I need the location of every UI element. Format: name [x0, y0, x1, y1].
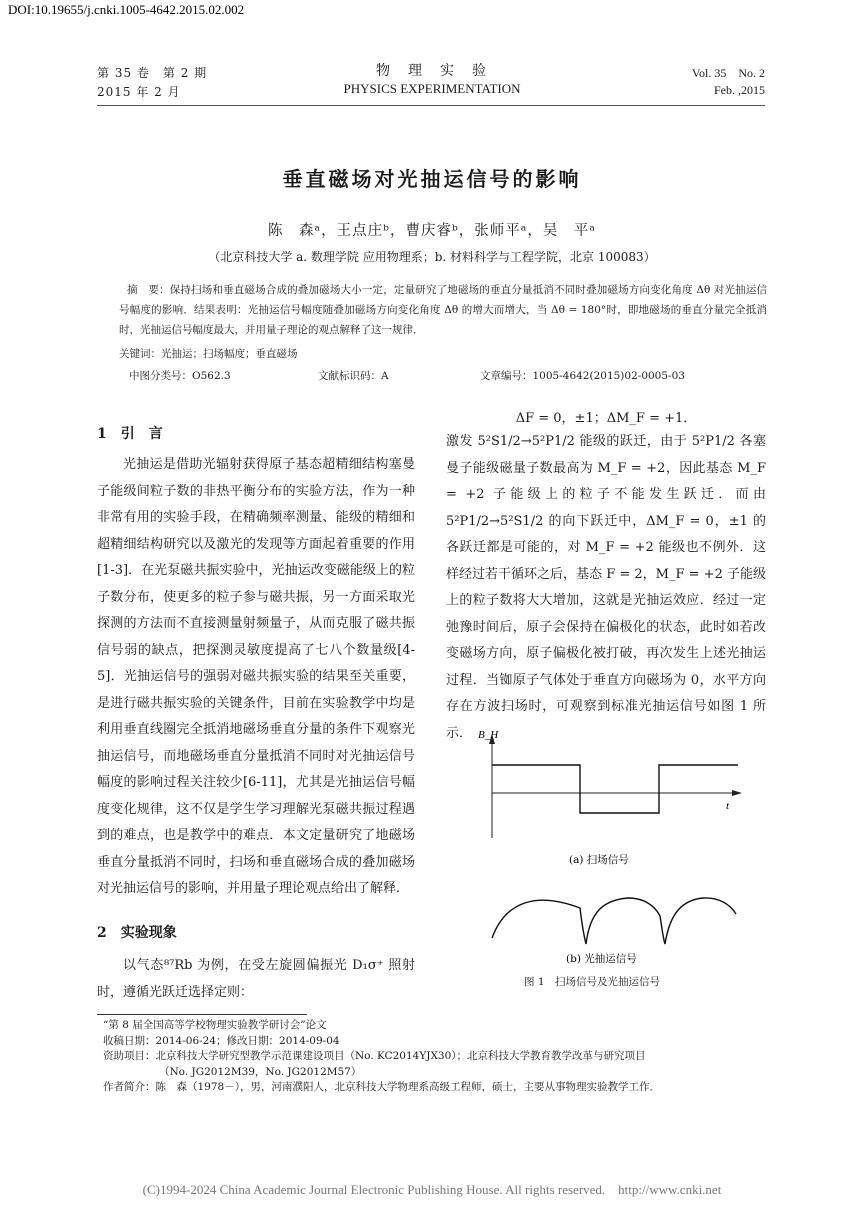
abstract — [119, 280, 767, 364]
footnote-author: 作者简介：陈 森（1978－），男，河南濮阳人，北京科技大学物理系高级工程师，硕士，主要从事物理实验教学工作． — [103, 1081, 660, 1093]
intro-paragraph: 光抽运是借助光辐射获得原子基态超精细结构塞曼子能级间粒子数的非热平衡分布的实验方法，作为一种非常有用的实验手段，在精确频率测量、能级的精细和超精细结构研究以及激光的发现等方面起着重要的作用[1-3]．在光泵磁共振实验中，光抽运改变磁能级上的粒子数分布，使更多的粒子参与磁共振，另一方面采取光探测的方法而不直接测量射频量子，从而克服了磁共振信号弱的缺点，把探测灵敏度提高了七八个数量级[4-5]．光抽运信号的强弱对磁共振实验的结果至关重要，是进行磁共振实验的关键条件，目前在实验教学中均是利用垂直线圈完全抵消地磁场垂直分量的条件下观察光抽运信号，而地磁场垂直分量抵消不同时对光抽运信号幅度的影响过程关注较少[6-11]，尤其是光抽运信号幅度变化规律，这不仅是学生学习理解光泵磁共振过程遇到的难点，也是教学中的难点．本文定量研究了地磁场垂直分量抵消不同时，扫场和垂直磁场合成的叠加磁场对光抽运信号的影响，并用量子理论观点给出了解释． — [97, 457, 415, 896]
figure-caption: 图 1 扫场信号及光抽运信号 — [524, 976, 661, 988]
footnote-dates: 收稿日期：2014-06-24；修改日期：2014-09-04 — [103, 1034, 340, 1047]
header-rule — [97, 105, 765, 106]
authors: 陈 森ᵃ，王点庄ᵇ，曹庆睿ᵇ，张师平ᵃ，吴 平ᵃ — [268, 223, 596, 239]
y-axis-label: B_H — [478, 729, 499, 741]
pumping-signal-curve — [492, 898, 736, 944]
selection-rule: ΔF = 0，±1；ΔM_F = +1． — [515, 411, 697, 426]
square-wave — [492, 765, 738, 813]
journal-en: PHYSICS EXPERIMENTATION — [343, 81, 521, 96]
volume-cn: 第 35 卷 第 2 期 — [97, 66, 208, 80]
doi: DOI:10.19655/j.cnki.1005-4642.2015.02.002 — [8, 2, 245, 17]
sweep-signal-plot — [478, 729, 742, 838]
abstract-text: 摘 要：保持扫场和垂直磁场合成的叠加磁场大小一定，定量研究了地磁场的垂直分量抵消不同时叠加磁场方向变化角度 Δθ 对光抽运信号幅度的影响．结果表明：光抽运信号幅度随叠加磁场方向变化角度 Δθ 的增大而增大，当 Δθ = 180°时，即地磁场的垂直分量完全抵消时，光抽运信号幅度最大，并用量子理论的观点解释了这一规律． — [119, 284, 767, 336]
footnote-conference: “第 8 届全国高等学校物理实验教学研讨会”论文 — [103, 1019, 327, 1031]
article-number: 文章编号：1005-4642(2015)02-0005-03 — [480, 370, 685, 382]
date-en: Feb. ,2015 — [714, 83, 765, 97]
right-paragraph: 激发 5²S1/2→5²P1/2 能级的跃迁，由于 5²P1/2 各塞曼子能级磁量子数最高为 M_F = +2，因此基态 M_F = +2 子能级上的粒子不能发生跃迁．而由 5²P1/2→5²S1/2 的向下跃迁中，ΔM_F = 0，±1 的各跃迁都是可能的，对 M_F = +2 能级也不例外．这样经过若干循环之后，基态 F = 2，M_F = +2 子能级上的粒子数将大大增加，这就是光抽运效应．经过一定弛豫时间后，原子会保持在偏极化的状态，此时如若改变磁场方向，原子偏极化被打破，再次发生上述光抽运过程．当铷原子气体处于垂直方向磁场为 0，水平方向存在方波扫场时，可观察到标准光抽运信号如图 1 所示． — [446, 434, 766, 741]
x-axis-label: t — [726, 800, 730, 812]
paper-title: 垂直磁场对光抽运信号的影响 — [282, 167, 582, 191]
document-code: 文献标识码：A — [318, 370, 389, 382]
footnote-rule — [97, 1014, 307, 1015]
caption-a: (a) 扫场信号 — [569, 854, 629, 866]
keywords: 关键词：光抽运；扫场幅度；垂直磁场 — [119, 348, 298, 360]
caption-b: (b) 光抽运信号 — [566, 953, 637, 965]
footnotes — [97, 1018, 777, 1096]
journal-cn: 物 理 实 验 — [376, 63, 488, 79]
footnote-funding-cont: （No. JG2012M39，No. JG2012M57） — [159, 1065, 362, 1078]
introduction — [97, 452, 415, 903]
figure-1 — [478, 720, 778, 980]
section-2-heading: 2 实验现象 — [97, 925, 177, 941]
affiliation: （北京科技大学 a. 数理学院 应用物理系；b. 材料科学与工程学院，北京 100083） — [208, 250, 656, 264]
x-axis-arrow — [732, 790, 742, 796]
footnote-funding: 资助项目：北京科技大学研究型教学示范课建设项目（No. KC2014YJX30）；北京科技大学教育教学改革与研究项目 — [103, 1050, 646, 1062]
date-cn: 2015 年 2 月 — [97, 85, 181, 99]
experiment-paragraph: 以气态⁸⁷Rb 为例，在受左旋圆偏振光 D₁σ⁺ 照射时，遵循光跃迁选择定则： — [97, 958, 415, 1000]
copyright-footer: (C)1994-2024 China Academic Journal Electronic Publishing House. All rights reserved. http://www.cnki.net — [142, 1182, 722, 1197]
experiment-intro — [97, 953, 415, 1006]
section-1-heading: 1 引 言 — [97, 426, 163, 442]
class-number: 中图分类号：O562.3 — [129, 370, 231, 382]
volume-en: Vol. 35 No. 2 — [691, 66, 765, 80]
